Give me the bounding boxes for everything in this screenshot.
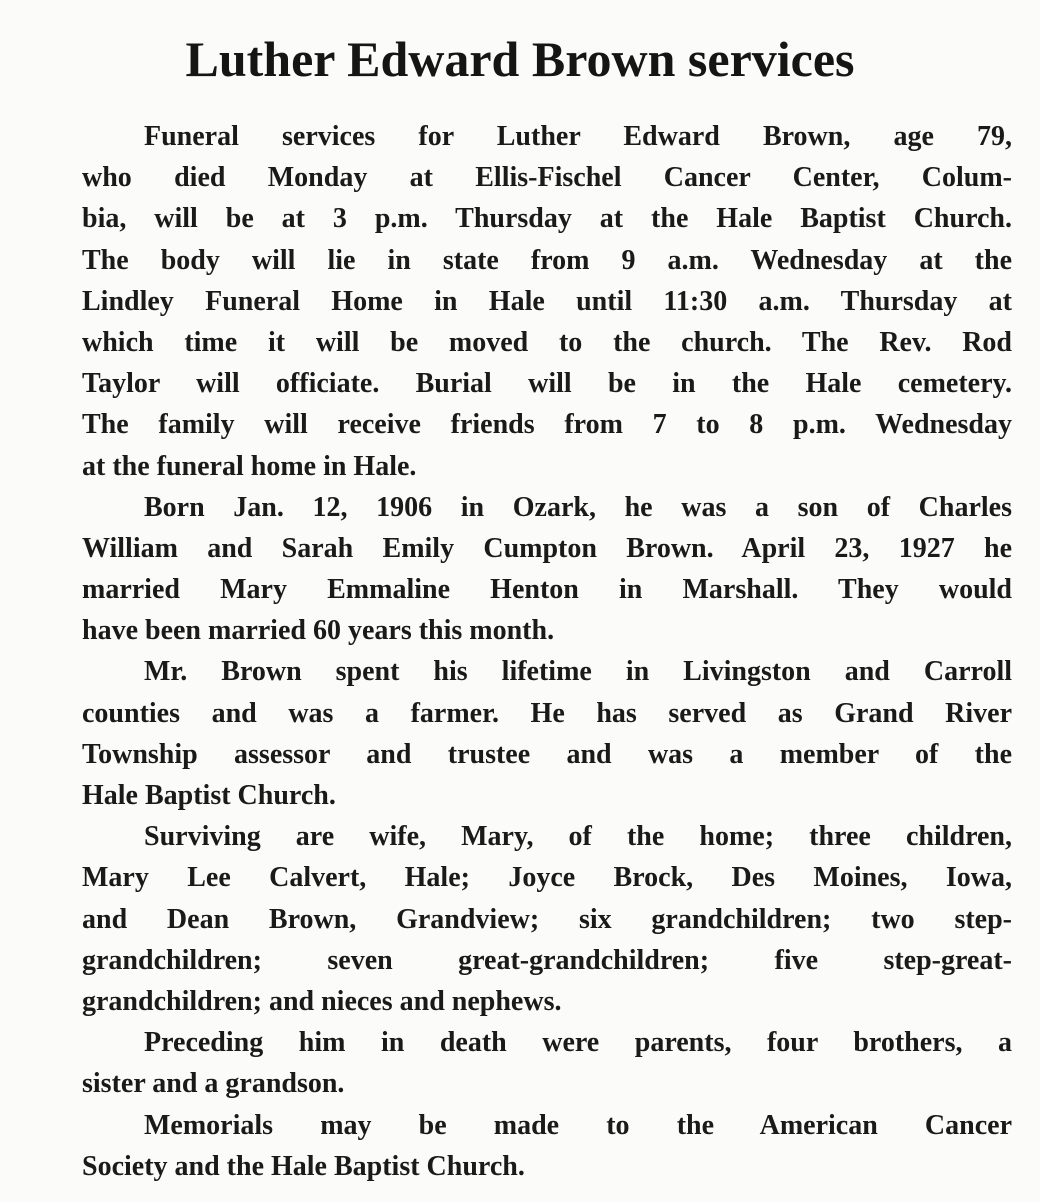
text-line: have been married 60 years this month. (82, 615, 555, 647)
text-line: and Dean Brown, Grandview; six grandchildren; two step- (82, 903, 1012, 935)
text-line: at the funeral home in Hale. (82, 450, 417, 482)
text-line: sister and a grandson. (82, 1068, 345, 1100)
text-line: The body will lie in state from 9 a.m. Wednesday at the (82, 244, 1012, 276)
text-line: Lindley Funeral Home in Hale until 11:30 a.m. Thursday at (82, 285, 1012, 317)
text-line: bia, will be at 3 p.m. Thursday at the Hale Baptist Church. (82, 203, 1012, 235)
text-line: Memorials may be made to the American Cancer (144, 1109, 1012, 1141)
text-line: Hale Baptist Church. (82, 780, 336, 811)
text-line: who died Monday at Ellis-Fischel Cancer Center, Colum- (82, 162, 1012, 194)
text-line: Taylor will officiate. Burial will be in the Hale cemetery. (82, 368, 1012, 400)
text-line: counties and was a farmer. He has served as Grand River (82, 697, 1012, 729)
text-line: grandchildren; and nieces and nephews. (82, 985, 562, 1017)
text-line: Preceding him in death were parents, four brothers, a (144, 1027, 1012, 1059)
headline: Luther Edward Brown services (185, 31, 855, 87)
text-line: Funeral services for Luther Edward Brown, age 79, (144, 121, 1012, 152)
article-body (82, 116, 1012, 1187)
text-line: The family will receive friends from 7 to 8 p.m. Wednesday (82, 409, 1012, 441)
text-line: grandchildren; seven great-grandchildren; five step-great- (82, 944, 1012, 976)
text-line: married Mary Emmaline Henton in Marshall. They would (82, 574, 1012, 606)
text-line: which time it will be moved to the church. The Rev. Rod (82, 326, 1012, 358)
text-line: Born Jan. 12, 1906 in Ozark, he was a son of Charles (144, 491, 1012, 523)
text-line: Mr. Brown spent his lifetime in Livingston and Carroll (144, 656, 1012, 688)
text-line: Township assessor and trustee and was a member of the (82, 738, 1012, 770)
text-line: Society and the Hale Baptist Church. (82, 1150, 525, 1182)
text-line: Mary Lee Calvert, Hale; Joyce Brock, Des Moines, Iowa, (82, 862, 1012, 894)
text-line: Surviving are wife, Mary, of the home; three children, (144, 821, 1012, 853)
text-line: William and Sarah Emily Cumpton Brown. April 23, 1927 he (82, 532, 1012, 564)
